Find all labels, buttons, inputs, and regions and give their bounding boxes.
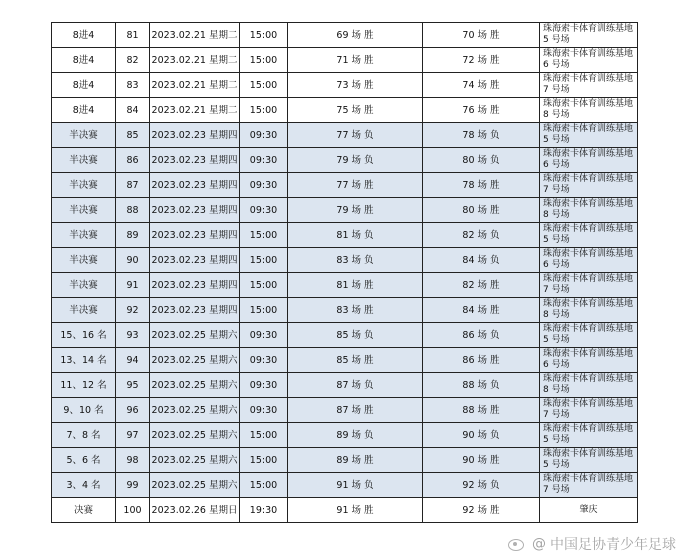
- table-row: [52, 23, 638, 48]
- table-row: [52, 498, 638, 523]
- date-cell: 2023.02.23 星期四: [150, 148, 240, 173]
- table-row: [52, 148, 638, 173]
- time-cell: 15:00: [240, 273, 288, 298]
- watermark-at: @: [532, 536, 546, 552]
- table-row: [52, 473, 638, 498]
- stage-cell: 半决赛: [52, 273, 116, 298]
- venue-cell: 珠海索卡体育训练基地 7 号场: [540, 173, 638, 198]
- stage-cell: 8进4: [52, 23, 116, 48]
- away-team-cell: 82 场 负: [423, 223, 540, 248]
- away-team-cell: 78 场 负: [423, 123, 540, 148]
- weibo-icon: [506, 536, 528, 552]
- venue-cell: 珠海索卡体育训练基地 6 号场: [540, 248, 638, 273]
- date-cell: 2023.02.25 星期六: [150, 348, 240, 373]
- date-cell: 2023.02.25 星期六: [150, 373, 240, 398]
- time-cell: 09:30: [240, 148, 288, 173]
- stage-cell: 半决赛: [52, 248, 116, 273]
- time-cell: 09:30: [240, 323, 288, 348]
- home-team-cell: 77 场 胜: [288, 173, 423, 198]
- match-number-cell: 84: [116, 98, 150, 123]
- stage-cell: 13、14 名: [52, 348, 116, 373]
- match-number-cell: 97: [116, 423, 150, 448]
- time-cell: 15:00: [240, 423, 288, 448]
- table-row: [52, 298, 638, 323]
- venue-cell: 珠海索卡体育训练基地 5 号场: [540, 23, 638, 48]
- date-cell: 2023.02.25 星期六: [150, 323, 240, 348]
- home-team-cell: 91 场 负: [288, 473, 423, 498]
- time-cell: 09:30: [240, 373, 288, 398]
- stage-cell: 7、8 名: [52, 423, 116, 448]
- away-team-cell: 70 场 胜: [423, 23, 540, 48]
- home-team-cell: 85 场 负: [288, 323, 423, 348]
- stage-cell: 决赛: [52, 498, 116, 523]
- away-team-cell: 74 场 胜: [423, 73, 540, 98]
- stage-cell: 3、4 名: [52, 473, 116, 498]
- match-number-cell: 90: [116, 248, 150, 273]
- date-cell: 2023.02.21 星期二: [150, 23, 240, 48]
- away-team-cell: 80 场 负: [423, 148, 540, 173]
- away-team-cell: 88 场 负: [423, 373, 540, 398]
- match-number-cell: 98: [116, 448, 150, 473]
- table-row: [52, 223, 638, 248]
- venue-cell: 珠海索卡体育训练基地 7 号场: [540, 73, 638, 98]
- match-number-cell: 92: [116, 298, 150, 323]
- match-number-cell: 100: [116, 498, 150, 523]
- stage-cell: 9、10 名: [52, 398, 116, 423]
- home-team-cell: 79 场 胜: [288, 198, 423, 223]
- home-team-cell: 89 场 负: [288, 423, 423, 448]
- venue-cell: 珠海索卡体育训练基地 7 号场: [540, 273, 638, 298]
- venue-cell: 肇庆: [540, 498, 638, 523]
- match-number-cell: 87: [116, 173, 150, 198]
- time-cell: 15:00: [240, 23, 288, 48]
- venue-cell: 珠海索卡体育训练基地 8 号场: [540, 298, 638, 323]
- venue-cell: 珠海索卡体育训练基地 6 号场: [540, 48, 638, 73]
- time-cell: 09:30: [240, 348, 288, 373]
- home-team-cell: 75 场 胜: [288, 98, 423, 123]
- match-number-cell: 86: [116, 148, 150, 173]
- date-cell: 2023.02.23 星期四: [150, 273, 240, 298]
- match-number-cell: 83: [116, 73, 150, 98]
- date-cell: 2023.02.25 星期六: [150, 473, 240, 498]
- home-team-cell: 81 场 胜: [288, 273, 423, 298]
- home-team-cell: 85 场 胜: [288, 348, 423, 373]
- stage-cell: 8进4: [52, 73, 116, 98]
- stage-cell: 半决赛: [52, 198, 116, 223]
- match-number-cell: 89: [116, 223, 150, 248]
- away-team-cell: 88 场 胜: [423, 398, 540, 423]
- time-cell: 15:00: [240, 298, 288, 323]
- away-team-cell: 78 场 胜: [423, 173, 540, 198]
- stage-cell: 半决赛: [52, 298, 116, 323]
- match-number-cell: 88: [116, 198, 150, 223]
- away-team-cell: 86 场 胜: [423, 348, 540, 373]
- home-team-cell: 69 场 胜: [288, 23, 423, 48]
- home-team-cell: 77 场 负: [288, 123, 423, 148]
- date-cell: 2023.02.26 星期日: [150, 498, 240, 523]
- home-team-cell: 83 场 负: [288, 248, 423, 273]
- match-number-cell: 96: [116, 398, 150, 423]
- table-row: [52, 173, 638, 198]
- time-cell: 09:30: [240, 123, 288, 148]
- stage-cell: 8进4: [52, 98, 116, 123]
- match-number-cell: 91: [116, 273, 150, 298]
- date-cell: 2023.02.23 星期四: [150, 173, 240, 198]
- time-cell: 09:30: [240, 173, 288, 198]
- away-team-cell: 92 场 负: [423, 473, 540, 498]
- table-row: [52, 98, 638, 123]
- time-cell: 15:00: [240, 73, 288, 98]
- away-team-cell: 86 场 负: [423, 323, 540, 348]
- stage-cell: 5、6 名: [52, 448, 116, 473]
- away-team-cell: 92 场 胜: [423, 498, 540, 523]
- match-number-cell: 99: [116, 473, 150, 498]
- away-team-cell: 90 场 负: [423, 423, 540, 448]
- stage-cell: 半决赛: [52, 173, 116, 198]
- table-row: [52, 198, 638, 223]
- table-row: [52, 273, 638, 298]
- home-team-cell: 81 场 负: [288, 223, 423, 248]
- table-row: [52, 48, 638, 73]
- venue-cell: 珠海索卡体育训练基地 6 号场: [540, 148, 638, 173]
- away-team-cell: 72 场 胜: [423, 48, 540, 73]
- away-team-cell: 76 场 胜: [423, 98, 540, 123]
- date-cell: 2023.02.25 星期六: [150, 423, 240, 448]
- home-team-cell: 83 场 胜: [288, 298, 423, 323]
- date-cell: 2023.02.23 星期四: [150, 298, 240, 323]
- match-number-cell: 81: [116, 23, 150, 48]
- date-cell: 2023.02.23 星期四: [150, 123, 240, 148]
- table-row: [52, 248, 638, 273]
- time-cell: 15:00: [240, 248, 288, 273]
- venue-cell: 珠海索卡体育训练基地 8 号场: [540, 198, 638, 223]
- time-cell: 09:30: [240, 198, 288, 223]
- home-team-cell: 87 场 负: [288, 373, 423, 398]
- venue-cell: 珠海索卡体育训练基地 8 号场: [540, 373, 638, 398]
- table-row: [52, 123, 638, 148]
- table-row: [52, 373, 638, 398]
- table-row: [52, 448, 638, 473]
- home-team-cell: 79 场 负: [288, 148, 423, 173]
- away-team-cell: 84 场 负: [423, 248, 540, 273]
- date-cell: 2023.02.23 星期四: [150, 223, 240, 248]
- time-cell: 19:30: [240, 498, 288, 523]
- stage-cell: 11、12 名: [52, 373, 116, 398]
- time-cell: 15:00: [240, 48, 288, 73]
- home-team-cell: 71 场 胜: [288, 48, 423, 73]
- table-row: [52, 423, 638, 448]
- date-cell: 2023.02.21 星期二: [150, 73, 240, 98]
- time-cell: 15:00: [240, 98, 288, 123]
- venue-cell: 珠海索卡体育训练基地 7 号场: [540, 398, 638, 423]
- table-row: [52, 348, 638, 373]
- away-team-cell: 80 场 胜: [423, 198, 540, 223]
- date-cell: 2023.02.25 星期六: [150, 398, 240, 423]
- venue-cell: 珠海索卡体育训练基地 6 号场: [540, 348, 638, 373]
- home-team-cell: 91 场 胜: [288, 498, 423, 523]
- time-cell: 15:00: [240, 473, 288, 498]
- match-number-cell: 82: [116, 48, 150, 73]
- date-cell: 2023.02.21 星期二: [150, 48, 240, 73]
- stage-cell: 15、16 名: [52, 323, 116, 348]
- match-number-cell: 95: [116, 373, 150, 398]
- match-number-cell: 94: [116, 348, 150, 373]
- match-number-cell: 85: [116, 123, 150, 148]
- away-team-cell: 82 场 胜: [423, 273, 540, 298]
- watermark: [506, 534, 676, 554]
- venue-cell: 珠海索卡体育训练基地 5 号场: [540, 323, 638, 348]
- venue-cell: 珠海索卡体育训练基地 5 号场: [540, 448, 638, 473]
- home-team-cell: 87 场 胜: [288, 398, 423, 423]
- date-cell: 2023.02.25 星期六: [150, 448, 240, 473]
- date-cell: 2023.02.21 星期二: [150, 98, 240, 123]
- away-team-cell: 84 场 胜: [423, 298, 540, 323]
- table-row: [52, 323, 638, 348]
- time-cell: 15:00: [240, 223, 288, 248]
- away-team-cell: 90 场 胜: [423, 448, 540, 473]
- schedule-table: [51, 22, 638, 523]
- stage-cell: 半决赛: [52, 148, 116, 173]
- table-row: [52, 73, 638, 98]
- venue-cell: 珠海索卡体育训练基地 5 号场: [540, 123, 638, 148]
- home-team-cell: 73 场 胜: [288, 73, 423, 98]
- table-row: [52, 398, 638, 423]
- home-team-cell: 89 场 胜: [288, 448, 423, 473]
- venue-cell: 珠海索卡体育训练基地 5 号场: [540, 423, 638, 448]
- venue-cell: 珠海索卡体育训练基地 5 号场: [540, 223, 638, 248]
- venue-cell: 珠海索卡体育训练基地 7 号场: [540, 473, 638, 498]
- venue-cell: 珠海索卡体育训练基地 8 号场: [540, 98, 638, 123]
- time-cell: 09:30: [240, 398, 288, 423]
- stage-cell: 8进4: [52, 48, 116, 73]
- stage-cell: 半决赛: [52, 223, 116, 248]
- time-cell: 15:00: [240, 448, 288, 473]
- date-cell: 2023.02.23 星期四: [150, 198, 240, 223]
- match-number-cell: 93: [116, 323, 150, 348]
- stage-cell: 半决赛: [52, 123, 116, 148]
- date-cell: 2023.02.23 星期四: [150, 248, 240, 273]
- schedule-body: [52, 23, 638, 523]
- watermark-text: 中国足协青少年足球: [550, 537, 676, 553]
